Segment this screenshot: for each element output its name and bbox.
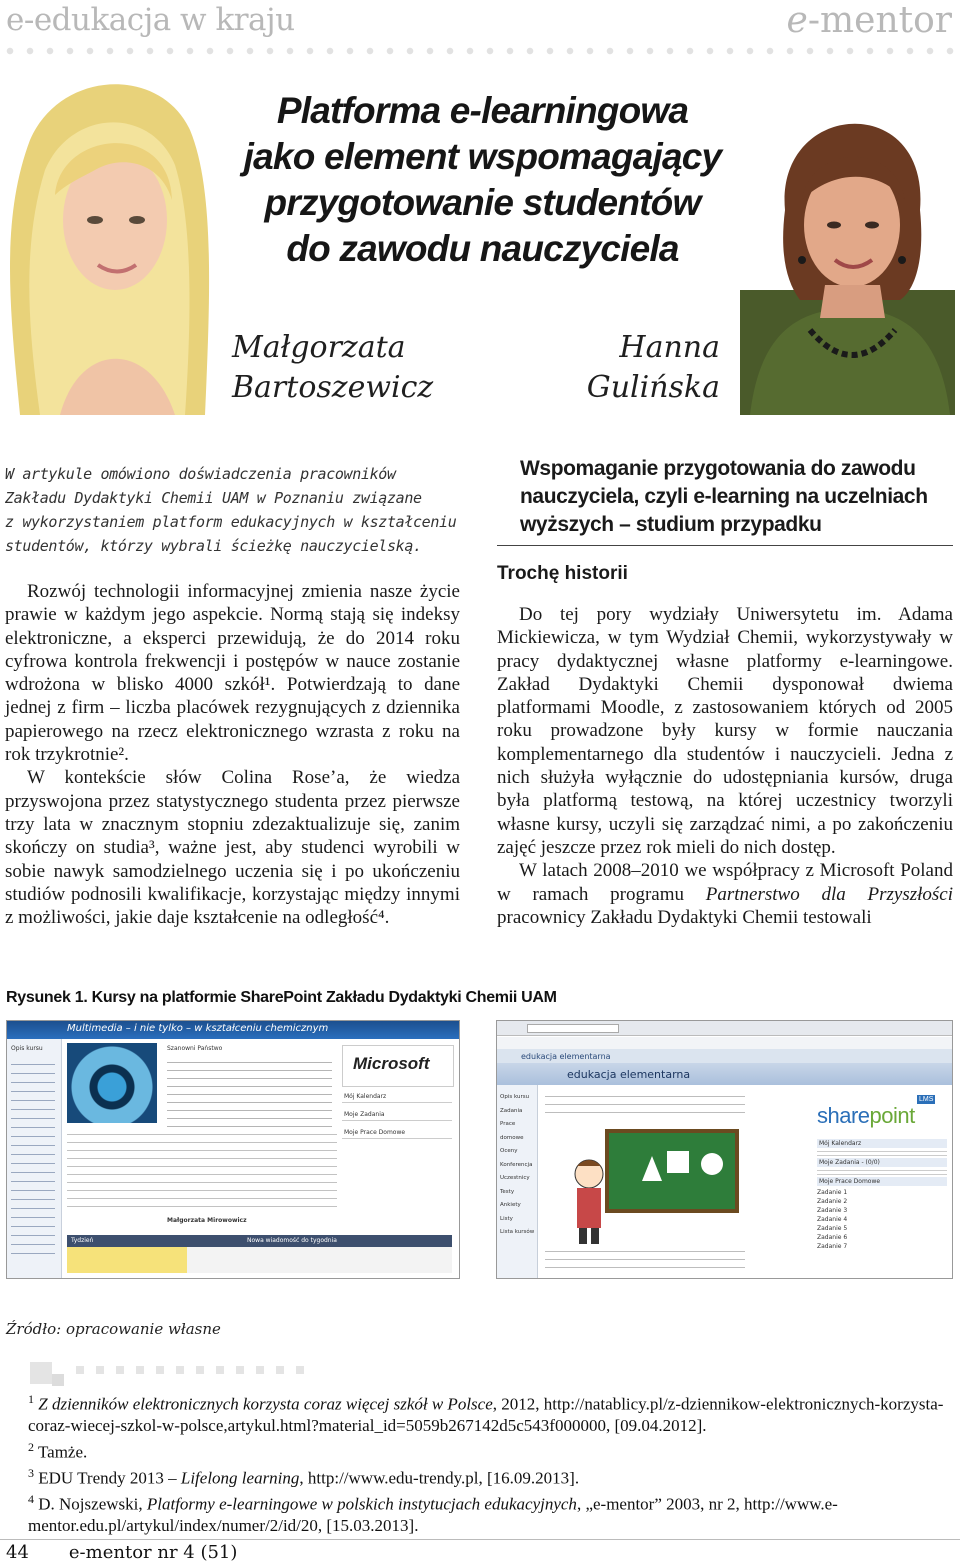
program-name: Partnerstwo dla Przyszłości bbox=[705, 883, 954, 905]
footnote-number: 3 bbox=[28, 1465, 34, 1480]
footnote-number: 1 bbox=[28, 1392, 34, 1406]
screenshot-table-col: Tydzień bbox=[71, 1237, 94, 1244]
task-item: Zadanie 1 bbox=[817, 1189, 848, 1196]
task-item: Zadanie 2 bbox=[817, 1198, 848, 1205]
nav-item: Opis kursu bbox=[500, 1094, 530, 1100]
signature-text-block bbox=[545, 1246, 745, 1274]
sharepoint-logo bbox=[797, 1091, 947, 1133]
nav-item: Ankiety bbox=[500, 1202, 521, 1208]
author-name-second bbox=[587, 328, 720, 408]
section-header: e-edukacja w kraju bbox=[6, 2, 295, 38]
site-name: edukacja elementarna bbox=[521, 1052, 611, 1061]
screenshot-list-block bbox=[67, 1129, 337, 1209]
right-column-body bbox=[497, 603, 953, 929]
figure-source: Źródło: opracowanie własne bbox=[6, 1320, 221, 1338]
figure-screenshot-right bbox=[496, 1020, 953, 1279]
screenshot-link: Moje Zadania bbox=[342, 1109, 452, 1121]
right-p2-text: W latach 2008–2010 we współpracy z Microsoft Poland w ramach programu bbox=[497, 860, 953, 905]
screenshot-microsoft-logo: Microsoft bbox=[353, 1054, 430, 1073]
author-first-surname: Bartoszewicz bbox=[232, 370, 434, 405]
sharepoint-link: Moje Prace Domowe bbox=[817, 1177, 947, 1186]
subsection-heading: Trochę historii bbox=[497, 563, 628, 584]
article-title bbox=[200, 88, 765, 272]
logo-rest: -mentor bbox=[807, 0, 952, 41]
nav-item: Zadania bbox=[500, 1107, 523, 1114]
nav-item: Oceny bbox=[500, 1148, 518, 1154]
sharepoint-quick-links bbox=[817, 1139, 947, 1251]
link-detail bbox=[817, 1167, 947, 1177]
screenshot-table-cell-highlight bbox=[67, 1247, 187, 1273]
nav-item: Prace domowe bbox=[500, 1121, 524, 1141]
browser-search-box bbox=[527, 1024, 619, 1033]
page-title: edukacja elementarna bbox=[567, 1068, 691, 1081]
author-name-first bbox=[232, 328, 433, 408]
screenshot-link: Mój Kalendarz bbox=[342, 1091, 452, 1103]
footnote-4-text-end: , „e-mentor” 2003, nr 2, http://www.e-mentor.edu.pl/artykul/index/numer/2/id/20, [15.03.2013]. bbox=[28, 1494, 838, 1536]
title-line: jako element wspomagający bbox=[243, 136, 722, 177]
screenshot-quick-links bbox=[342, 1091, 452, 1139]
figure-screenshot-left bbox=[6, 1020, 460, 1279]
screenshot-banner bbox=[7, 1021, 459, 1039]
author-second-given: Hanna bbox=[619, 330, 720, 365]
footnote-1-text: , 2012, http://natablicy.pl/z-dziennikow-elektronicznych-korzysta-coraz-wiecej-szkol-w-polsce,artykul.html?material_id=5059b267142d5c543f000000, [09.04.2012]. bbox=[28, 1394, 944, 1436]
nav-item: Lista kursów bbox=[500, 1229, 535, 1235]
footnotes bbox=[28, 1389, 956, 1537]
abstract-line: studentów, którzy wybrali ścieżkę nauczycielską. bbox=[5, 537, 422, 555]
screenshot-table-cell bbox=[187, 1247, 452, 1273]
site-nav-list bbox=[500, 1091, 537, 1240]
abstract-line: W artykule omówiono doświadczenia pracowników bbox=[5, 465, 396, 483]
footnote-3 bbox=[28, 1463, 956, 1489]
footnote-3-title: Lifelong learning bbox=[180, 1468, 300, 1488]
section-heading bbox=[520, 455, 960, 539]
screenshot-logo-box bbox=[342, 1045, 454, 1087]
nav-item: Konferencja bbox=[500, 1161, 533, 1168]
sharepoint-lms-badge: LMS bbox=[919, 1096, 934, 1103]
section-heading-line: nauczyciela, czyli e-learning na uczelniach bbox=[520, 485, 928, 508]
author-first-given: Małgorzata bbox=[232, 330, 406, 365]
sharepoint-link: Mój Kalendarz bbox=[817, 1139, 947, 1148]
logo-e: e bbox=[786, 0, 808, 41]
footnote-number: 2 bbox=[28, 1439, 34, 1454]
screenshot-link: Moje Prace Domowe bbox=[342, 1127, 452, 1139]
screenshot-sidebar-title: Opis kursu bbox=[11, 1045, 43, 1052]
left-paragraph-2: W kontekście słów Colina Rose’a, że wiedza przyswojona przez statystycznego studenta przez pierwsze trzy lata w znacznym stopniu zdezaktualizuje się, zanim skończy on studia³, ważne jest, aby studenci wyrobili w sobie nawyk samodzielnego uczenia się i po ukończeniu studiów podnosili kwalifikacje, korzystając między innymi z możliwości, jakie daje kształcenie na odległość⁴. bbox=[5, 767, 460, 929]
screenshot-table-header bbox=[67, 1235, 452, 1247]
sharepoint-logo-a: share bbox=[817, 1103, 870, 1128]
footnote-number: 4 bbox=[28, 1491, 34, 1506]
footnote-4 bbox=[28, 1489, 956, 1537]
task-list bbox=[817, 1188, 947, 1251]
right-p2-text-end: pracownicy Zakładu Dydaktyki Chemii testowali bbox=[497, 906, 872, 928]
task-item: Zadanie 6 bbox=[817, 1234, 848, 1241]
section-heading-line: wyższych – studium przypadku bbox=[520, 513, 822, 536]
author-photo-bartoszewicz bbox=[0, 60, 218, 415]
footnote-3-text: EDU Trendy 2013 – bbox=[38, 1468, 181, 1488]
title-line: przygotowanie studentów bbox=[264, 182, 701, 223]
left-paragraph-1: Rozwój technologii informacyjnej zmienia nasze życie prawie w każdym jego aspekcie. Normą stają się indeksy elektroniczne, a eksperci przewidują, że do 2014 roku cyfrowa kontrola frekwencji i postępów w nauce zostanie wdrożona w blisko 4000 szkół¹. Potwierdzają to dane jednej z firm – liczba placówek rezygnujących z dziennika papierowego na rzecz elektronicznego wzrasta z roku na rok trzykrotnie². bbox=[5, 581, 460, 766]
site-topbar bbox=[497, 1037, 952, 1049]
nav-item: Listy bbox=[500, 1215, 513, 1222]
header-dots-divider bbox=[0, 46, 960, 56]
nav-item: Uczestnicy bbox=[500, 1175, 530, 1181]
footnote-4-title: Platformy e-learningowe w polskich instytucjach edukacyjnych bbox=[146, 1494, 577, 1514]
footnote-1 bbox=[28, 1389, 956, 1437]
task-item: Zadanie 3 bbox=[817, 1207, 848, 1214]
page-footer bbox=[6, 1542, 277, 1563]
abstract-line: Zakładu Dydaktyki Chemii UAM w Poznaniu związane bbox=[5, 489, 422, 507]
screenshot-eye-image bbox=[67, 1043, 157, 1123]
footnote-1-title: Z dzienników elektronicznych korzysta coraz więcej szkół w Polsce bbox=[38, 1394, 493, 1414]
sharepoint-logo-b: point bbox=[869, 1103, 915, 1128]
screenshot-signoff: Małgorzata Mirowowicz bbox=[167, 1217, 247, 1224]
author-second-surname: Gulińska bbox=[586, 370, 720, 405]
abstract-line: z wykorzystaniem platform edukacyjnych w kształceniu bbox=[5, 513, 457, 531]
footnote-2-text: Tamże. bbox=[37, 1442, 88, 1462]
issue-label: e-mentor nr 4 (51) bbox=[68, 1542, 238, 1563]
link-detail bbox=[817, 1148, 947, 1158]
left-column-body bbox=[5, 580, 460, 929]
task-item: Zadanie 7 bbox=[817, 1243, 848, 1250]
title-line: Platforma e-learningowa bbox=[276, 90, 689, 131]
task-item: Zadanie 5 bbox=[817, 1225, 848, 1232]
site-nav bbox=[497, 1085, 538, 1278]
section-rule bbox=[497, 545, 953, 546]
teacher-illustration bbox=[567, 1116, 742, 1246]
screenshot-table-col: Nowa wiadomość do tygodnia bbox=[247, 1237, 337, 1244]
task-item: Zadanie 4 bbox=[817, 1216, 848, 1223]
section-heading-line: Wspomaganie przygotowania do zawodu bbox=[520, 457, 916, 480]
screenshot-greeting: Szanowni Państwo bbox=[167, 1045, 223, 1052]
screenshot-sidebar bbox=[7, 1039, 62, 1278]
footer-rule bbox=[0, 1539, 960, 1540]
screenshot-banner-text: Multimedia – i nie tylko – w kształceniu chemicznym bbox=[67, 1023, 329, 1034]
article-abstract bbox=[5, 462, 465, 558]
screenshot-sidebar-links bbox=[11, 1059, 55, 1259]
sharepoint-link: Moje Zadania - (0/0) bbox=[817, 1158, 947, 1167]
nav-item: Testy bbox=[500, 1188, 515, 1195]
footnote-2 bbox=[28, 1437, 956, 1463]
journal-logo bbox=[787, 0, 952, 41]
site-header bbox=[497, 1049, 952, 1063]
intro-text-block bbox=[545, 1091, 745, 1113]
title-line: do zawodu nauczyciela bbox=[286, 228, 679, 269]
footnote-4-text: D. Nojszewski, bbox=[38, 1494, 147, 1514]
figure-caption: Rysunek 1. Kursy na platformie SharePoint Zakładu Dydaktyki Chemii UAM bbox=[6, 989, 557, 1006]
browser-toolbar bbox=[497, 1021, 952, 1036]
right-paragraph-1: Do tej pory wydziały Uniwersytetu im. Adama Mickiewicza, w tym Wydział Chemii, wykorzystywały w pracy dydaktycznej własne platformy e-learningowe. Zakład Dydaktyki Chemii dysponował dwiema platformami Moodle, z zastosowaniem których od 2005 roku prowadzone były kursy w formie nauczania komplementarnego dla studentów i nauczycieli. Jedna z nich służyła wyłącznie do udostępniania kursów, druga była platformą testową, na której uczestnicy tworzyli własne kursy, uczyli się zarządzać nimi, a po zakończeniu zajęć jeszcze przez rok mieli do nich dostęp. bbox=[497, 604, 953, 858]
right-paragraph-2 bbox=[497, 859, 953, 929]
author-photo-gulinska bbox=[740, 60, 955, 415]
page-number: 44 bbox=[6, 1542, 29, 1563]
page-title-bar bbox=[497, 1063, 952, 1085]
footnote-3-text-end: , http://www.edu-trendy.pl, [16.09.2013]. bbox=[299, 1468, 580, 1488]
